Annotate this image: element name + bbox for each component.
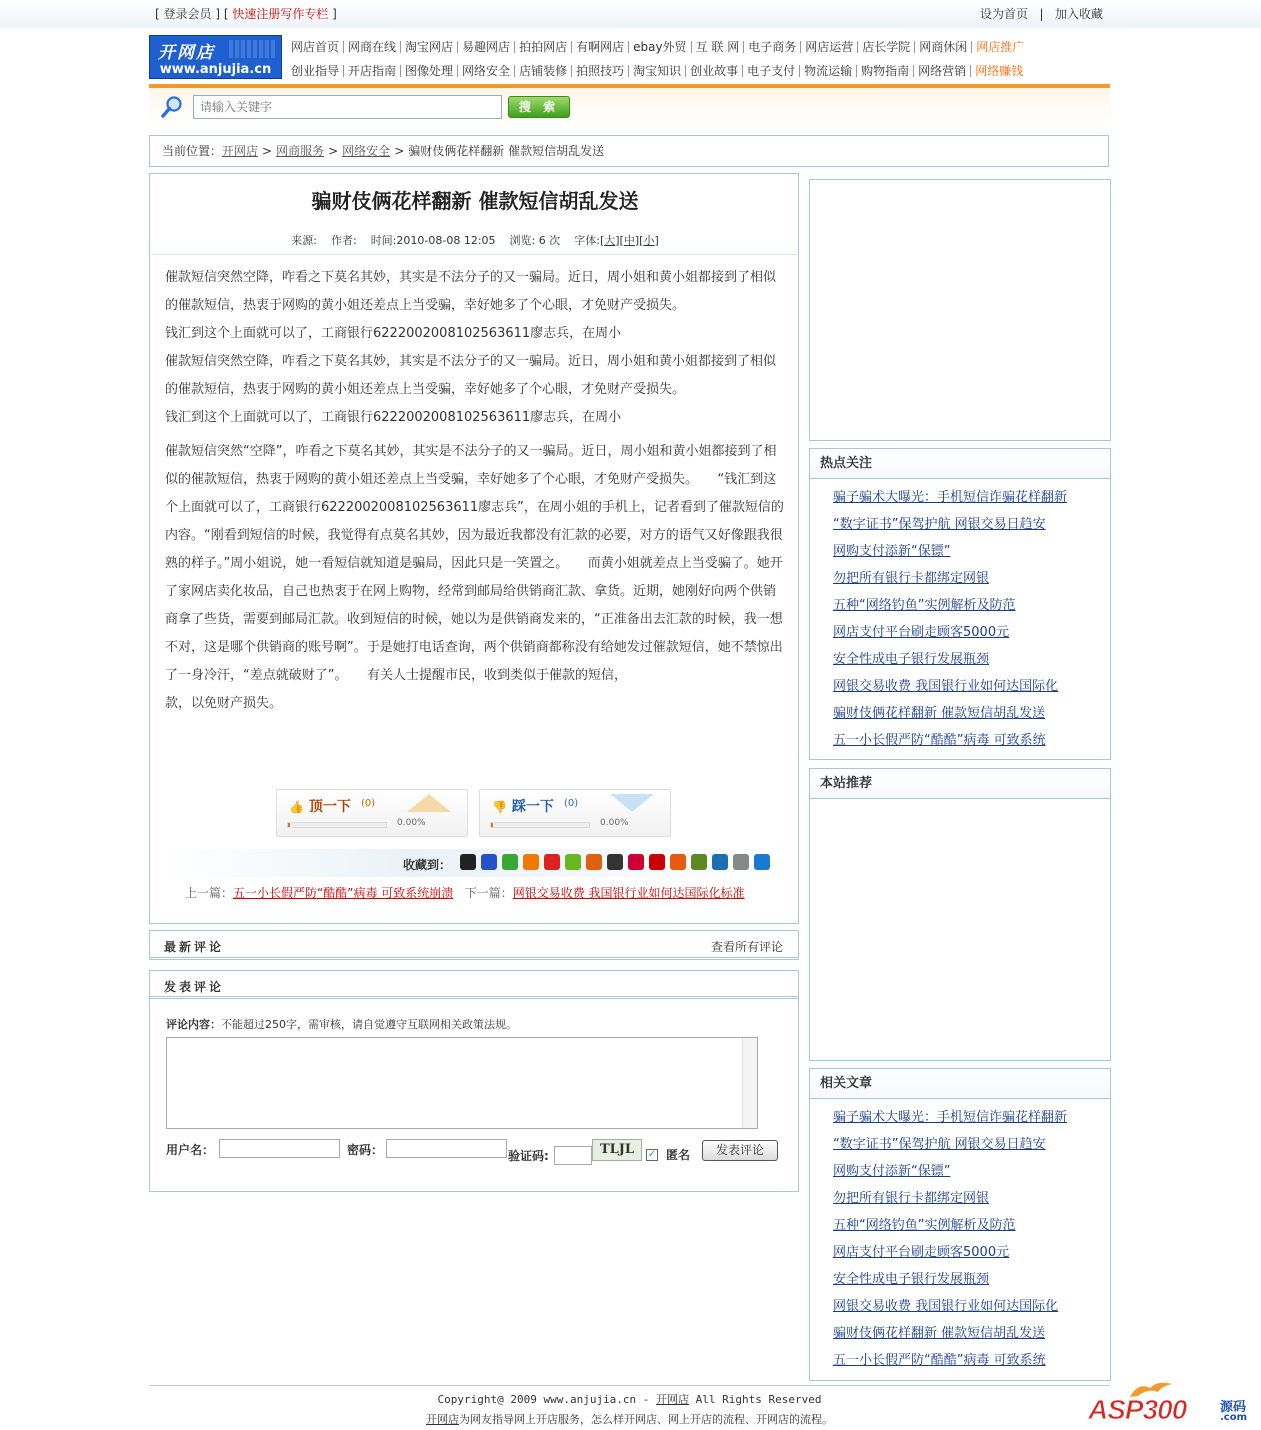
post-comment	[149, 970, 799, 1192]
hot-article-link[interactable]: 五种“网络钓鱼”实例解析及防范	[833, 598, 1016, 613]
nav-item[interactable]: 创业故事	[686, 65, 743, 77]
hot-article-link[interactable]: 安全性成电子银行发展瓶颈	[833, 652, 990, 667]
vote-down-label	[492, 796, 554, 816]
prev-next	[185, 884, 745, 901]
hot-article-link[interactable]: “数字证书”保驾护航 网银交易日趋安	[833, 517, 1046, 532]
meta-time-label: 时间:	[370, 234, 397, 247]
nav-item[interactable]: 网络营销	[914, 65, 971, 77]
list-item	[833, 701, 1110, 728]
comment-tip-label: 评论内容：	[166, 1018, 221, 1031]
arrow-down-icon	[610, 794, 654, 812]
thumb-down-icon: 👎	[492, 800, 507, 814]
nav-item[interactable]: 电子商务	[744, 41, 801, 53]
related-list	[810, 1099, 1110, 1375]
vote-down-fill	[491, 823, 493, 827]
related-article-link[interactable]: 勿把所有银行卡都绑定网银	[833, 1191, 990, 1206]
nav-item[interactable]: 物流运输	[800, 65, 857, 77]
related-article-link[interactable]: 网购支付添新“保镖”	[833, 1164, 951, 1179]
list-item	[833, 485, 1110, 512]
vote-up-count: (0)	[361, 798, 376, 809]
anonymous-checkbox[interactable]: ✓	[647, 1149, 657, 1160]
latest-comments-title: 最新评论	[164, 940, 225, 954]
password-input[interactable]	[386, 1139, 507, 1158]
hot-article-link[interactable]: 勿把所有银行卡都绑定网银	[833, 571, 990, 586]
breadcrumb-current: 骗财伎俩花样翻新 催款短信胡乱发送	[408, 144, 605, 158]
breadcrumb-item-services[interactable]: 网商服务	[276, 144, 325, 158]
vote-up-text: 顶一下	[308, 799, 351, 815]
article-divider	[151, 254, 799, 255]
list-item	[833, 728, 1110, 755]
nav-item[interactable]: 网店首页	[287, 41, 344, 53]
bookmark-bar	[165, 849, 785, 877]
footer-desc-text: 为网友指导网上开店服务，怎么样开网店、网上开店的流程、开网店的流程。	[459, 1413, 833, 1426]
search-button[interactable]: 搜 索	[508, 96, 570, 118]
article-meta: 来源: 作者: 时间:2010-08-08 12:05 浏览: 6 次 字体:[大][中][小]	[291, 234, 659, 247]
related-article-link[interactable]: 骗子骗术大曝光：手机短信诈骗花样翻新	[833, 1110, 1068, 1125]
search-input[interactable]	[193, 95, 502, 119]
captcha-image[interactable]: TLJL	[592, 1139, 642, 1161]
captcha-input[interactable]	[554, 1146, 592, 1165]
related-article-link[interactable]: 骗财伎俩花样翻新 催款短信胡乱发送	[833, 1326, 1046, 1341]
hot-list	[810, 479, 1110, 755]
captcha-label: 验证码:	[508, 1149, 549, 1163]
list-item	[833, 1294, 1110, 1321]
nav-item[interactable]: 网商休闲	[915, 41, 972, 53]
hot-title: 热点关注	[810, 449, 1110, 479]
register-link[interactable]: 快速注册写作专栏	[232, 7, 329, 21]
list-item	[833, 593, 1110, 620]
username-label: 用户名：	[166, 1143, 215, 1157]
article-body	[165, 264, 785, 718]
article-paragraph: 钱汇到这个上面就可以了，工商银行6222002008102563611廖志兵，在周小	[165, 326, 622, 341]
shuqian-icon[interactable]	[502, 854, 518, 870]
nav-item[interactable]: 互 联 网	[692, 41, 745, 53]
login-link[interactable]: 登录会员	[163, 7, 212, 21]
watermark-sub: 源码	[1220, 1400, 1247, 1415]
yahoo-icon[interactable]	[523, 854, 539, 870]
nav-item[interactable]: 店长学院	[858, 41, 915, 53]
list-item	[833, 1348, 1110, 1375]
plus-icon[interactable]	[649, 854, 665, 870]
breadcrumb-item-home[interactable]: 开网店	[222, 144, 259, 158]
list-item	[833, 674, 1110, 701]
list-item	[833, 1240, 1110, 1267]
related-article-link[interactable]: 安全性成电子银行发展瓶颈	[833, 1272, 990, 1287]
hot-box	[809, 448, 1111, 760]
next-label: 下一篇：	[464, 886, 513, 900]
nav-row-1	[287, 37, 1110, 61]
meta-time: 2010-08-08 12:05	[396, 234, 496, 247]
next-article-link[interactable]: 网银交易收费 我国银行业如何达国际化标准	[512, 886, 745, 900]
hot-article-link[interactable]: 骗子骗术大曝光：手机短信诈骗花样翻新	[833, 490, 1068, 505]
related-article-link[interactable]: 网店支付平台刷走顾客5000元	[833, 1245, 1010, 1260]
nav-item[interactable]: 拍照技巧	[572, 65, 629, 77]
footer-divider	[149, 1385, 1110, 1386]
latest-comments	[149, 930, 799, 960]
comment-tip	[166, 1016, 517, 1032]
vote-up-percent: 0.00%	[397, 818, 426, 828]
hot-article-link[interactable]: 网购支付添新“保镖”	[833, 544, 951, 559]
breadcrumb-item-security[interactable]: 网络安全	[342, 144, 391, 158]
list-item	[833, 1105, 1110, 1132]
google-icon[interactable]	[733, 854, 749, 870]
footer-description	[149, 1411, 1110, 1427]
nav-item[interactable]: 淘宝知识	[629, 65, 686, 77]
recommend-box	[809, 768, 1111, 1061]
textarea-scrollbar[interactable]	[742, 1038, 757, 1128]
related-box	[809, 1068, 1111, 1381]
article-paragraph: 钱汇到这个上面就可以了，工商银行6222002008102563611廖志兵，在周小	[165, 410, 622, 425]
meta-views: 6 次	[538, 234, 561, 247]
nav-item[interactable]: 有啊网店	[572, 41, 629, 53]
comment-tip-text: 不能超过250字，需审核，请自觉遵守互联网相关政策法规。	[221, 1018, 517, 1031]
diigo-icon[interactable]	[586, 854, 602, 870]
hot-article-link[interactable]: 网店支付平台刷走顾客5000元	[833, 625, 1010, 640]
comment-textarea[interactable]	[166, 1037, 758, 1129]
vote-down-percent: 0.00%	[600, 818, 629, 828]
prev-label: 上一篇：	[185, 886, 234, 900]
post-comment-header	[150, 971, 798, 999]
top-bar-right: 设为首页 | 加入收藏	[980, 7, 1103, 21]
list-item	[833, 1321, 1110, 1348]
vote-up-fill	[288, 823, 290, 827]
meta-font-label: 字体:	[574, 234, 600, 247]
meta-source-label: 来源:	[291, 234, 317, 247]
set-home-link[interactable]: 设为首页	[980, 7, 1029, 21]
footer-site-link[interactable]: 开网店	[426, 1413, 459, 1426]
recommend-title: 本站推荐	[810, 769, 1110, 799]
list-item	[833, 1186, 1110, 1213]
list-item	[833, 566, 1110, 593]
nav-item[interactable]: 创业指导	[287, 65, 344, 77]
breadcrumb-label: 当前位置：	[162, 144, 223, 158]
vote-up-bar	[287, 822, 387, 828]
fan-icon[interactable]	[712, 854, 728, 870]
heart-icon[interactable]	[628, 854, 644, 870]
username-input[interactable]	[219, 1139, 340, 1158]
sina-icon[interactable]	[544, 854, 560, 870]
watermark-logo	[1088, 1380, 1258, 1425]
related-article-link[interactable]: 网银交易收费 我国银行业如何达国际化	[833, 1299, 1059, 1314]
list-item	[833, 512, 1110, 539]
hot-article-link[interactable]: 五一小长假严防“酷酷”病毒 可致系统	[833, 733, 1046, 748]
logo-pattern	[229, 40, 275, 58]
related-article-link[interactable]: “数字证书”保驾护航 网银交易日趋安	[833, 1137, 1046, 1152]
list-item	[833, 1267, 1110, 1294]
bookmark-label: 收藏到：	[403, 858, 452, 872]
article-box	[149, 173, 799, 924]
nav-item[interactable]: 拍拍网店	[515, 41, 572, 53]
logo-title: 开网店	[158, 43, 215, 63]
vote-up-button[interactable]	[276, 789, 468, 837]
font-medium-link[interactable]: 中	[623, 234, 635, 247]
vote-down-count: (0)	[564, 798, 579, 809]
copyright-post: All Rights Reserved	[689, 1393, 822, 1406]
footer-copyright	[149, 1391, 1110, 1407]
bookmark-icons	[460, 854, 775, 872]
submit-comment-button[interactable]: 发表评论	[702, 1140, 778, 1161]
search-icon	[160, 95, 184, 119]
leyi-icon[interactable]	[565, 854, 581, 870]
nav-item[interactable]: 图像处理	[401, 65, 458, 77]
article-title: 骗财伎俩花样翻新 催款短信胡乱发送	[311, 189, 639, 213]
nav-item[interactable]: 淘宝网店	[401, 41, 458, 53]
top-bar-left: [ 登录会员 ] [ 快速注册写作专栏 ]	[155, 7, 337, 21]
list-item	[833, 647, 1110, 674]
shou-icon[interactable]	[670, 854, 686, 870]
article-paragraph: 催款短信突然空降，咋看之下莫名其妙，其实是不法分子的又一骗局。近日，周小姐和黄小姐都接到了相似的催款短信，热衷于网购的黄小姐还差点上当受骗，幸好她多了个心眼，才免财产受损失。	[165, 354, 777, 397]
main-nav	[287, 37, 1110, 85]
hot-article-link[interactable]: 网银交易收费 我国银行业如何达国际化	[833, 679, 1059, 694]
list-item	[833, 1132, 1110, 1159]
logo-url: www.anjujia.cn	[159, 62, 272, 77]
watermark-text: ASP300	[1088, 1394, 1187, 1425]
related-article-link[interactable]: 五种“网络钓鱼”实例解析及防范	[833, 1218, 1016, 1233]
vote-down-text: 踩一下	[511, 799, 554, 815]
vote-up-label	[289, 796, 351, 816]
nav-item[interactable]: 网商在线	[344, 41, 401, 53]
watermark-domain: .com	[1220, 1412, 1248, 1423]
article-paragraph: 款，以免财产损失。	[165, 696, 283, 711]
nav-item[interactable]: 网络赚钱	[975, 64, 1024, 78]
top-bar	[0, 0, 1261, 28]
vote-down-bar	[490, 822, 590, 828]
copyright-link[interactable]: 开网店	[656, 1393, 690, 1406]
anonymous-label: 匿名	[666, 1148, 691, 1162]
prev-article-link[interactable]: 五一小长假严防“酷酷”病毒 可致系统崩溃	[233, 886, 454, 900]
comment-form	[166, 1139, 786, 1169]
password-label: 密码：	[347, 1143, 384, 1157]
list-item	[833, 1213, 1110, 1240]
list-item	[833, 620, 1110, 647]
nav-item[interactable]: 开店指南	[344, 65, 401, 77]
post-comment-title: 发表评论	[164, 980, 225, 994]
breadcrumb: 当前位置：开网店 > 网商服务 > 网络安全 > 骗财伎俩花样翻新 催款短信胡乱发送	[149, 135, 1109, 167]
article-paragraph: 催款短信突然空降，咋看之下莫名其妙，其实是不法分子的又一骗局。近日，周小姐和黄小姐都接到了相似的催款短信，热衷于网购的黄小姐还差点上当受骗，幸好她多了个心眼，才免财产受损失。	[165, 270, 777, 313]
arrow-up-icon	[407, 794, 451, 812]
list-item	[833, 539, 1110, 566]
related-article-link[interactable]: 五一小长假严防“酷酷”病毒 可致系统	[833, 1353, 1046, 1368]
font-small-link[interactable]: 小	[643, 234, 655, 247]
meta-author-label: 作者:	[330, 234, 357, 247]
qq-icon[interactable]	[460, 854, 476, 870]
nav-item[interactable]: ebay外贸	[629, 41, 691, 53]
hot-article-link[interactable]: 骗财伎俩花样翻新 催款短信胡乱发送	[833, 706, 1046, 721]
nav-item[interactable]: 购物指南	[857, 65, 914, 77]
font-large-link[interactable]: 大	[604, 234, 616, 247]
nav-item[interactable]: 店铺装修	[515, 65, 572, 77]
copyright-pre: Copyright@ 2009 www.anjujia.cn -	[437, 1393, 657, 1406]
nav-item[interactable]: 网络安全	[458, 65, 515, 77]
view-all-comments-link[interactable]: 查看所有评论	[710, 940, 783, 954]
ad-box	[809, 179, 1111, 441]
baidu-icon[interactable]	[481, 854, 497, 870]
nav-row-2	[287, 61, 1110, 85]
ie-icon[interactable]	[754, 854, 770, 870]
wo-icon[interactable]	[607, 854, 623, 870]
nav-item[interactable]: 易趣网店	[458, 41, 515, 53]
wa-icon[interactable]	[691, 854, 707, 870]
list-item	[833, 1159, 1110, 1186]
site-logo[interactable]	[149, 35, 282, 79]
related-title: 相关文章	[810, 1069, 1110, 1099]
nav-item[interactable]: 电子支付	[743, 65, 800, 77]
thumb-up-icon: 👍	[289, 800, 304, 814]
nav-item[interactable]: 网店运营	[801, 41, 858, 53]
nav-item[interactable]: 网店推广	[976, 40, 1025, 54]
vote-down-button[interactable]	[479, 789, 671, 837]
add-favorite-link[interactable]: 加入收藏	[1054, 7, 1103, 21]
meta-views-label: 浏览:	[509, 234, 536, 247]
article-paragraph: 催款短信突然“空降”，咋看之下莫名其妙，其实是不法分子的又一骗局。近日，周小姐和黄小姐都接到了相似的催款短信，热衷于网购的黄小姐还差点上当受骗，幸好她多了个心眼，才免财产受损失。 “钱汇到这个上面就可以了，工商银行6222002008102563611廖志兵”，在周小姐的手机上，记者看到了催款短信的内容。“刚看到短信的时候，我觉得有点莫名其妙，因为最近我都没有汇款的必要，对方的语气又好像跟我很熟的样子。”周小姐说，她一看短信就知道是骗局，因此只是一笑置之。 而黄小姐就差点上当受骗了。她开了家网店卖化妆品，自己也热衷于在网上购物，经常到邮局给供销商汇款、拿货。近期，她刚好向两个供销商拿了些货，需要到邮局汇款。收到短信的时候，她以为是供销商发来的，“正准备出去汇款的时候，我一想不对，这是哪个供销商的账号啊”。于是她打电话查询，两个供销商都称没有给她发过催款短信，她不禁惊出了一身冷汗，“差点就破财了”。 有关人士提醒市民，收到类似于催款的短信，	[165, 444, 784, 683]
